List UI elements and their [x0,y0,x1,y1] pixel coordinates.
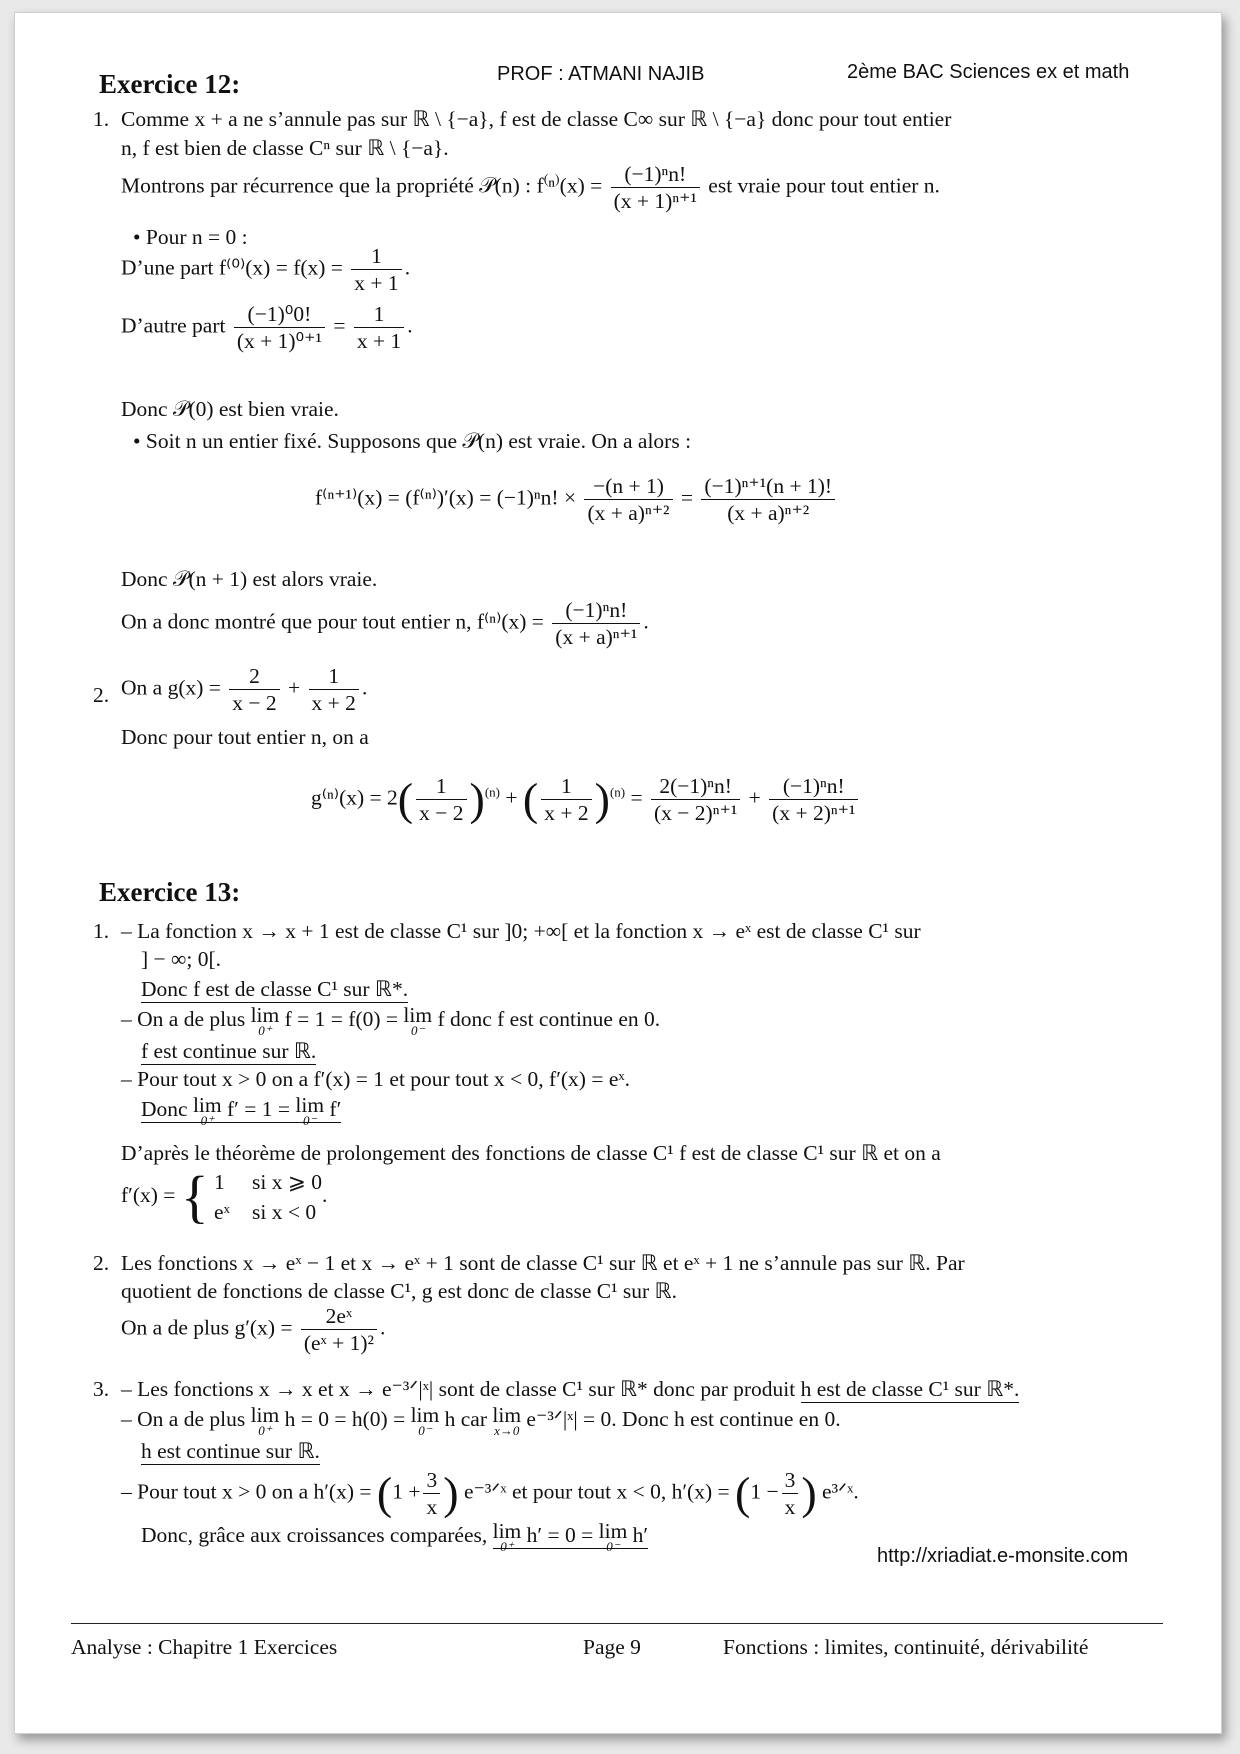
ex13-line [121,1303,385,1356]
numerator: 3 [782,1467,799,1494]
website-url: http://xriadiat.e-monsite.com [877,1545,1129,1567]
denominator: x [784,1495,796,1519]
ex12-line: Comme x + a ne s’annule pas sur ℝ \ {−a}, f est de classe C∞ sur ℝ \ {−a} donc pour tout entier [121,107,952,131]
text: = [630,785,643,810]
numerator: (−1)ⁿn! [769,773,858,800]
text: + [505,785,518,810]
text: e⁻³ᐟ|ˣ| = 0. Donc h est continue en 0. [526,1407,841,1431]
fraction [234,301,325,354]
case-value: 1 [214,1170,225,1194]
fraction [782,1467,799,1520]
ex13-line [121,1467,859,1520]
denominator: (x + a)ⁿ⁺² [587,501,670,525]
ex13-line: quotient de fonctions de classe C¹, g est donc de classe C¹ sur ℝ. [121,1279,677,1303]
exercise-12-title: Exercice 12: [99,69,241,99]
ex13-line: Les fonctions x → eˣ − 1 et x → eˣ + 1 sont de classe C¹ sur ℝ et eˣ + 1 ne s’annule pas sur ℝ. Par [121,1251,965,1275]
limit [599,1521,628,1553]
numerator: 1 [309,663,359,690]
case-condition: si x < 0 [252,1200,317,1224]
denominator: (x + 1)⁰⁺¹ [236,329,322,353]
text: = [333,313,346,338]
text: . [361,675,368,700]
limit-sub: x→0 [494,1423,520,1438]
text: – On a de plus [121,1007,246,1031]
underlined-text: f est continue sur ℝ. [141,1039,317,1063]
fraction [584,473,672,526]
limit [251,1005,280,1037]
lim: lim [598,1519,628,1543]
numerator: (−1)⁰0! [234,301,325,328]
fraction [229,663,279,716]
text: = [680,485,694,510]
fraction [354,301,404,354]
ex12-item-2-number: 2. [93,683,110,707]
text: 1 − [750,1479,779,1504]
numerator: 1 [541,773,591,800]
text: . [643,609,649,634]
fraction [769,773,858,826]
footer-right: Fonctions : limites, continuité, dérivabilité [723,1635,1089,1659]
text: h′ = 0 = [526,1523,594,1547]
limit [493,1521,522,1553]
limit [411,1405,440,1437]
denominator: x + 1 [354,271,399,295]
text: On a de plus g′(x) = [121,1315,293,1340]
fraction [541,773,591,826]
fraction [611,161,700,214]
numerator: (−1)ⁿ⁺¹(n + 1)! [701,473,835,500]
denominator: x − 2 [419,801,464,825]
text: + [288,675,301,700]
case-2 [214,1197,322,1227]
denominator: (x + a)ⁿ⁺² [727,501,810,525]
denominator: x [426,1495,438,1519]
ex13-item-3-number: 3. [93,1377,110,1401]
text: . [407,313,413,338]
case-value: eˣ [214,1200,230,1224]
text: f′ [329,1097,342,1121]
fraction [351,243,401,296]
ex12-bullet: • Soit n un entier fixé. Supposons que 𝒫(n) est vraie. On a alors : [133,429,692,453]
ex12-conclusion [121,597,649,650]
header-prof: PROF : ATMANI NAJIB [497,63,705,85]
lim: lim [403,1003,433,1027]
fraction [309,663,359,716]
denominator: (x + 1)ⁿ⁺¹ [613,189,697,213]
text: Donc, grâce aux croissances comparées, [141,1523,488,1547]
text: Montrons par récurrence que la propriété 𝒫(n) : f⁽ⁿ⁾(x) = [121,173,603,198]
limit-sub: 0⁺ [258,1023,272,1038]
ex12-line: n, f est bien de classe Cⁿ sur ℝ \ {−a}. [121,136,449,160]
text: . [404,255,411,280]
text: On a g(x) = [121,675,221,700]
exercise-13-title: Exercice 13: [99,877,241,907]
numerator: (−1)ⁿn! [611,161,700,188]
lim: lim [192,1093,222,1117]
numerator: −(n + 1) [584,473,672,500]
paren: ) [801,1467,817,1519]
ex13-line [141,1095,341,1127]
denominator: (x + 2)ⁿ⁺¹ [772,801,856,825]
lim: lim [410,1403,440,1427]
ex12-line [121,301,413,354]
ex13-line [121,1005,660,1037]
ex13-line [141,1521,648,1553]
ex13-line: – La fonction x → x + 1 est de classe C¹ sur ]0; +∞[ et la fonction x → eˣ est de classe C¹ sur [121,919,921,943]
numerator: 2eˣ [301,1303,377,1330]
paren: ) [469,773,485,825]
fraction [552,597,640,650]
ex12-line: Donc 𝒫(n + 1) est alors vraie. [121,567,378,591]
limit-sub: 0⁺ [200,1113,214,1128]
numerator: 1 [351,243,401,270]
limit [295,1095,324,1127]
underlined-text: h est de classe C¹ sur ℝ*. [800,1377,1020,1401]
ex13-line [141,975,408,1004]
text: . [380,1315,386,1340]
ex12-recurrence-statement [121,161,940,214]
footer-left: Analyse : Chapitre 1 Exercices [71,1635,338,1659]
lim: lim [492,1519,522,1543]
numerator: 2 [229,663,279,690]
fraction [301,1303,377,1356]
underlined-group [141,1093,342,1128]
paren: ) [594,773,610,825]
text: f = 1 = f(0) = [284,1007,399,1031]
paren: ( [522,773,539,825]
fraction [701,473,835,526]
footer-page-number: Page 9 [583,1635,641,1659]
text: 1 + [392,1479,421,1504]
ex12-line: Donc pour tout entier n, on a [121,725,369,749]
limit [492,1405,521,1437]
limit-sub: 0⁻ [606,1539,620,1554]
limit-sub: 0⁺ [258,1423,272,1438]
numerator: 3 [423,1467,440,1494]
denominator: x + 2 [311,691,356,715]
text: h′ [632,1523,649,1547]
text: est vraie pour tout entier n. [708,173,940,198]
text: – On a de plus [121,1407,246,1431]
text: f⁽ⁿ⁺¹⁾(x) = (f⁽ⁿ⁾)′(x) = (−1)ⁿn! × [315,485,577,510]
lim: lim [492,1403,522,1427]
ex12-item-1-number: 1. [93,107,110,131]
text: f donc f est continue en 0. [437,1007,661,1031]
numerator: 1 [354,301,404,328]
limit-sub: 0⁻ [303,1113,317,1128]
case-condition: si x ⩾ 0 [252,1170,323,1194]
text: Donc [141,1097,188,1121]
text: D’autre part [121,313,226,338]
denominator: x + 2 [544,801,589,825]
lim: lim [250,1403,280,1427]
paren: ( [397,773,414,825]
numerator: 1 [416,773,466,800]
fraction [416,773,466,826]
text: D’une part f⁽⁰⁾(x) = f(x) = [121,255,343,280]
header-level: 2ème BAC Sciences ex et math [847,61,1130,83]
brace: { [180,1164,209,1229]
text: + [748,785,761,810]
underlined-group [492,1519,649,1554]
exponent: (n) [484,784,500,800]
fraction [423,1467,440,1520]
text: – Les fonctions x → x et x → e⁻³ᐟ|ˣ| sont de classe C¹ sur ℝ* donc par produit [121,1377,796,1401]
paren: ( [376,1467,393,1519]
text: f′(x) = [121,1182,176,1207]
text: h car [444,1407,487,1431]
ex13-line: D’après le théorème de prolongement des fonctions de classe C¹ f est de classe C¹ sur ℝ et on a [121,1141,941,1165]
ex13-item-2-number: 2. [93,1251,110,1275]
ex12-bullet: • Pour n = 0 : [133,225,248,249]
denominator: x + 1 [356,329,402,353]
ex12-line: Donc 𝒫(0) est bien vraie. [121,397,339,421]
exponent: (n) [609,784,626,800]
limit-sub: 0⁻ [418,1423,432,1438]
ex13-line [141,1437,320,1466]
denominator: (x + a)ⁿ⁺¹ [555,625,638,649]
document-page [14,12,1222,1734]
numerator: 2(−1)ⁿn! [651,773,740,800]
underlined-text: Donc f est de classe C¹ sur ℝ*. [141,977,409,1001]
footer-divider [71,1623,1163,1624]
text: g⁽ⁿ⁾(x) = 2 [311,785,398,810]
paren: ( [735,1467,751,1519]
limit [251,1405,280,1437]
paren: ) [443,1467,459,1519]
text: e³ᐟˣ. [822,1479,859,1504]
text: f′ = 1 = [227,1097,290,1121]
denominator: (x − 2)ⁿ⁺¹ [654,801,738,825]
denominator: x − 2 [232,691,277,715]
limit [403,1005,432,1037]
case-1 [214,1167,322,1197]
underlined-text: h est continue sur ℝ. [141,1439,320,1463]
denominator: (eˣ + 1)² [303,1331,375,1355]
text: e⁻³ᐟˣ et pour tout x < 0, h′(x) = [463,1479,730,1504]
text: – Pour tout x > 0 on a h′(x) = [121,1479,372,1504]
cases [214,1167,322,1227]
ex13-line [141,1037,316,1066]
ex13-piecewise [121,1164,328,1229]
ex13-line [121,1375,1019,1404]
lim: lim [250,1003,280,1027]
ex12-line [121,663,367,716]
ex12-equation-induction [315,473,838,526]
limit-sub: 0⁺ [500,1539,514,1554]
ex13-line [121,1405,841,1437]
text: h = 0 = h(0) = [284,1407,406,1431]
text: On a donc montré que pour tout entier n, f⁽ⁿ⁾(x) = [121,609,544,634]
limit [193,1095,222,1127]
fraction [651,773,740,826]
text: . [322,1182,328,1207]
limit-sub: 0⁻ [411,1023,425,1038]
lim: lim [295,1093,325,1117]
ex13-item-1-number: 1. [93,919,110,943]
ex12-line [121,243,410,296]
ex12-equation-g [311,773,861,826]
ex13-line: – Pour tout x > 0 on a f′(x) = 1 et pour tout x < 0, f′(x) = eˣ. [121,1067,630,1091]
numerator: (−1)ⁿn! [552,597,640,624]
ex13-line: ] − ∞; 0[. [141,947,221,971]
